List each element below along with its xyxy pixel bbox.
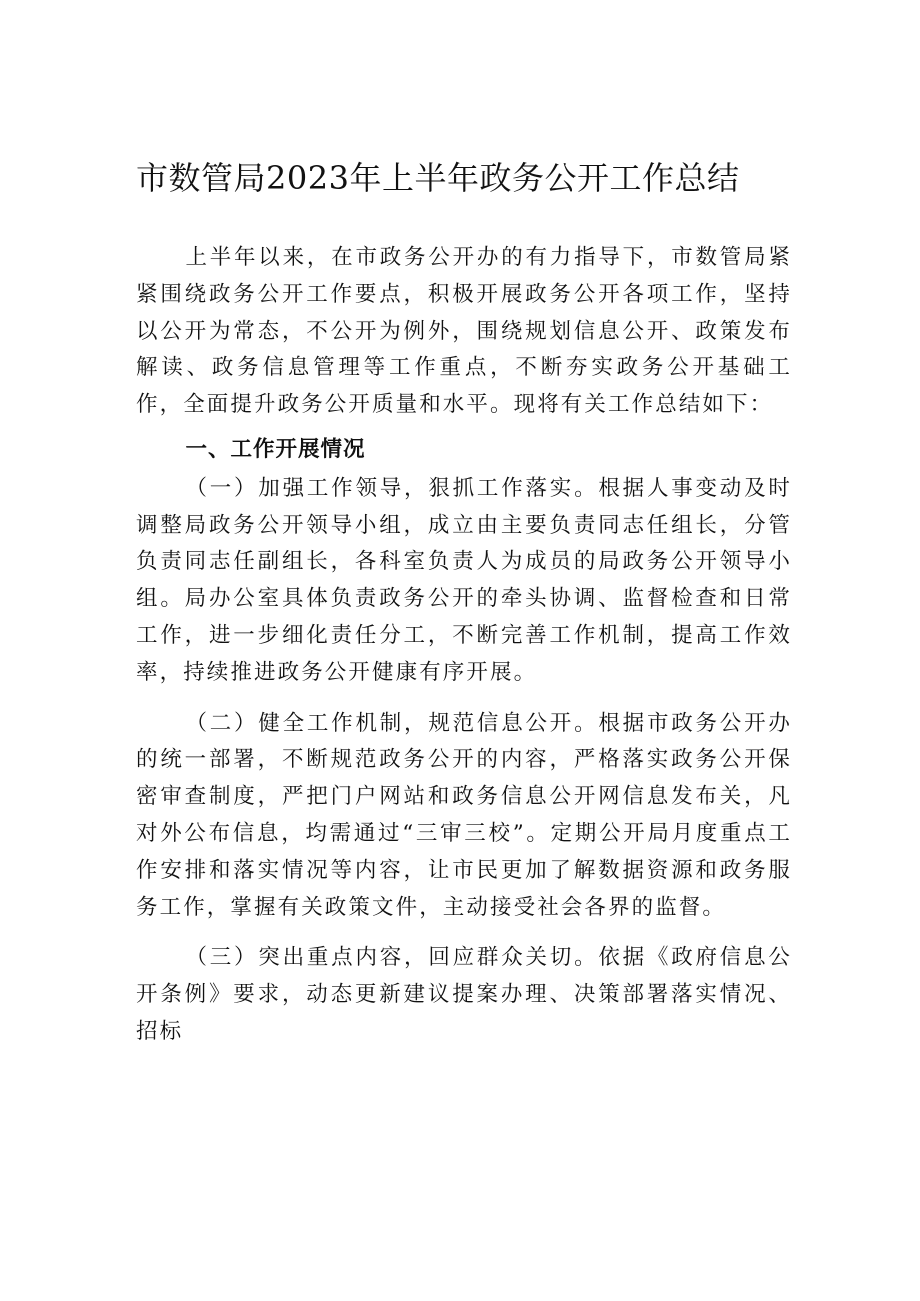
paragraph-gap bbox=[136, 926, 792, 940]
paragraph-gap bbox=[136, 692, 792, 706]
section1-paragraph-3: （三）突出重点内容，回应群众关切。依据《政府信息公开条例》要求，动态更新建议提案办理、决策部署落实情况、招标 bbox=[136, 945, 792, 1044]
intro-paragraph: 上半年以来，在市政务公开办的有力指导下，市数管局紧紧围绕政务公开工作要点，积极开展政务公开各项工作，坚持以公开为常态，不公开为例外，围绕规划信息公开、政策发布解读、政务信息管理等工作重点，不断夯实政务公开基础工作，全面提升政务公开质量和水平。现将有关工作总结如下： bbox=[136, 245, 792, 418]
section1-paragraph-2: （二）健全工作机制，规范信息公开。根据市政务公开办的统一部署，不断规范政务公开的内容，严格落实政务公开保密审查制度，严把门户网站和政务信息公开网信息发布关，凡对外公布信息，均需通过“三审三校”。定期公开局月度重点工作安排和落实情况等内容，让市民更加了解数据资源和政务服务工作，掌握有关政策文件，主动接受社会各界的监督。 bbox=[136, 710, 792, 920]
section-heading-1: 一、工作开展情况 bbox=[185, 436, 366, 462]
document-title: 市数管局2023年上半年政务公开工作总结 bbox=[136, 159, 740, 197]
document-body bbox=[136, 240, 792, 1051]
section1-paragraph-1: （一）加强工作领导，狠抓工作落实。根据人事变动及时调整局政务公开领导小组，成立由主要负责同志任组长，分管负责同志任副组长，各科室负责人为成员的局政务公开领导小组。局办公室具体负责政务公开的牵头协调、监督检查和日常工作，进一步细化责任分工，不断完善工作机制，提高工作效率，持续推进政务公开健康有序开展。 bbox=[136, 475, 792, 685]
